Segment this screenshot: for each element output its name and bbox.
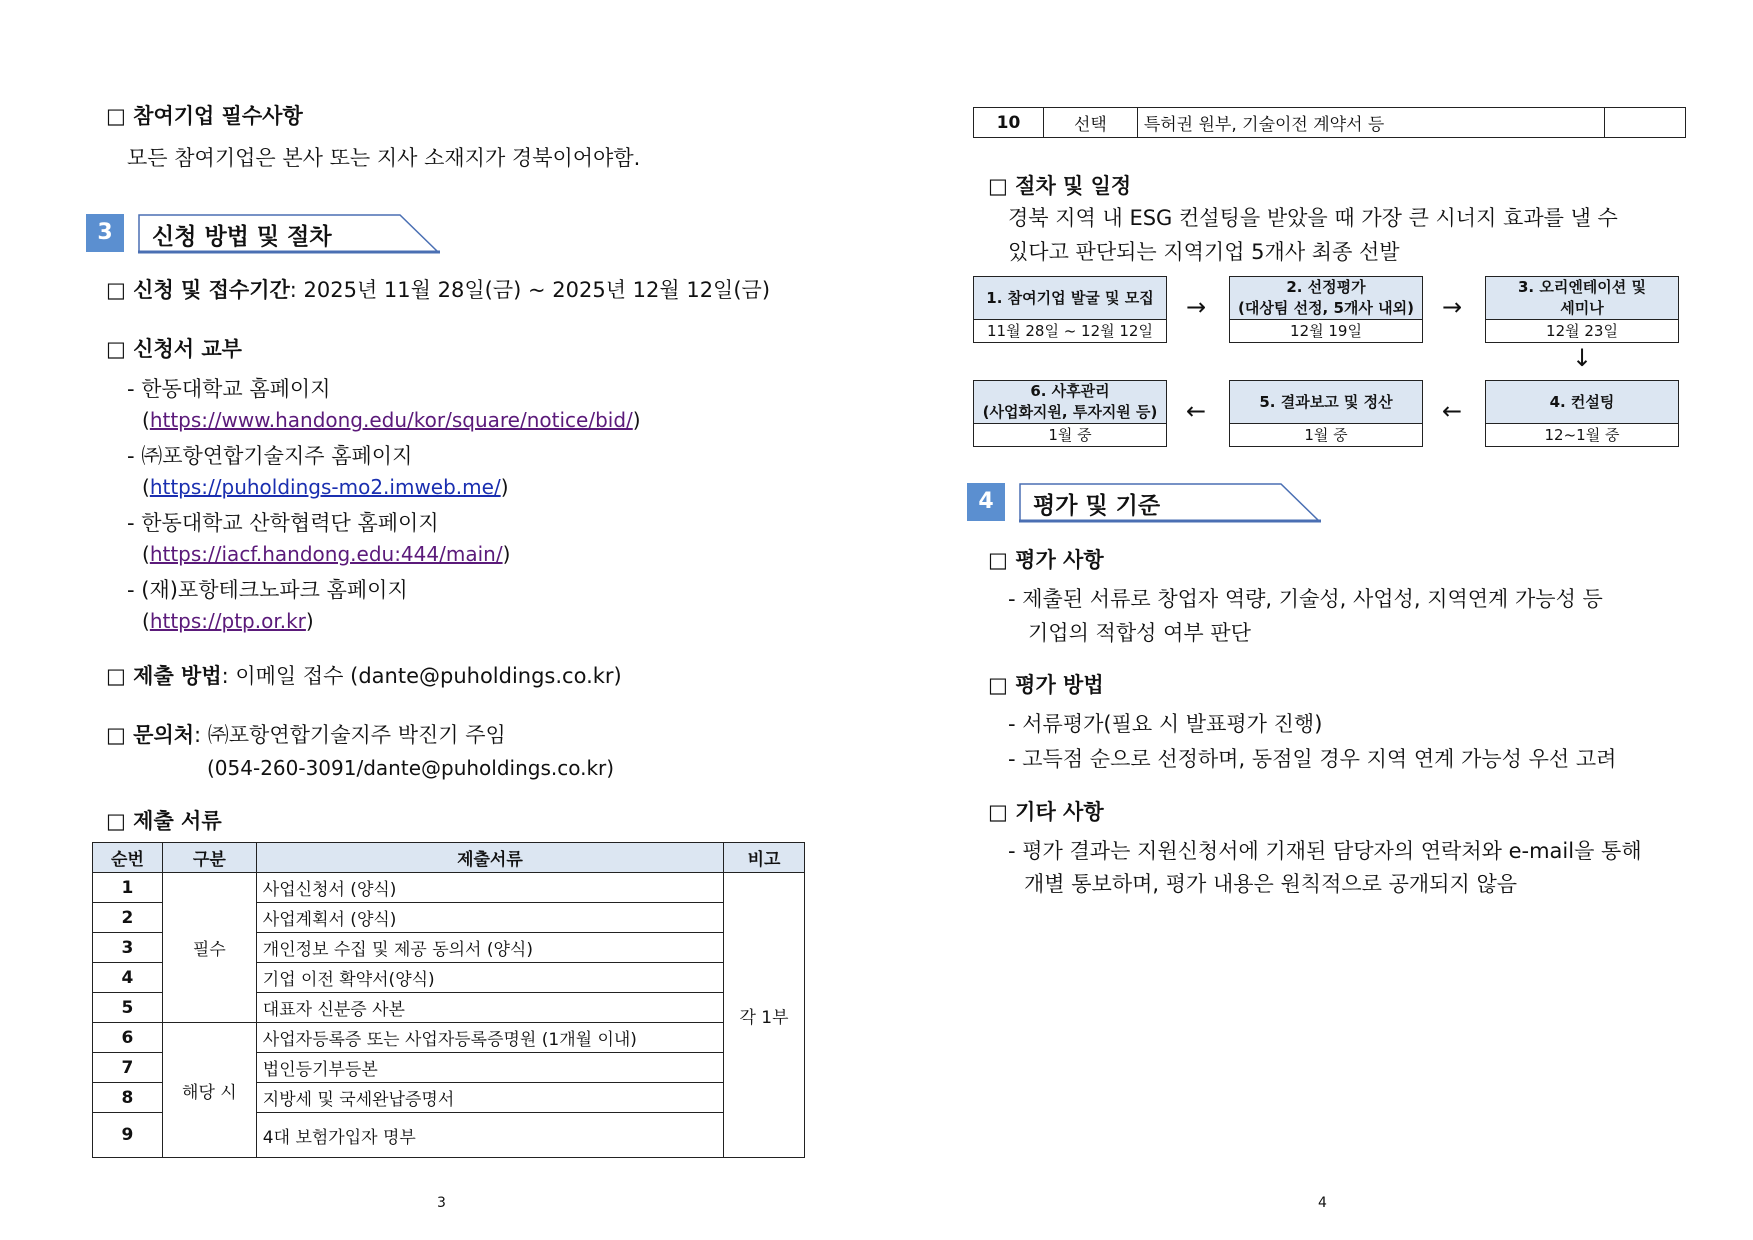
step-title: 4. 컨설팅 (1486, 381, 1678, 424)
paren-open: ( (142, 408, 150, 432)
source-name-1: - 한동대학교 홈페이지 (127, 377, 331, 401)
period-line (106, 274, 770, 304)
step-title: 6. 사후관리 (사업화지원, 투자지원 등) (974, 381, 1166, 424)
source-link-line-4 (142, 609, 314, 633)
contact-value: : ㈜포항연합기술지주 박진기 주임 (194, 723, 506, 747)
arrow-down-icon: ↓ (1572, 344, 1593, 372)
arrow-right-icon: → (1442, 293, 1463, 321)
contact-detail: (054-260-3091/dante@puholdings.co.kr) (207, 756, 615, 780)
step-date: 1월 중 (1048, 426, 1092, 444)
paren-close: ) (632, 408, 641, 432)
source-name-3: - 한동대학교 산학협력단 홈페이지 (127, 511, 439, 535)
row-no: 4 (93, 963, 163, 993)
source-link-3[interactable]: https://iacf.handong.edu:444/main/ (149, 542, 503, 566)
step-3-box (1485, 276, 1679, 343)
step-2-box (1229, 276, 1423, 343)
eval-method-line-1: - 서류평가(필요 시 발표평가 진행) (1008, 712, 1323, 736)
group-optional: 선택 (1043, 108, 1137, 138)
submit-line (106, 660, 622, 690)
arrow-right-icon: → (1186, 293, 1207, 321)
row-no: 3 (93, 933, 163, 963)
table-row (93, 873, 805, 903)
header-no: 순번 (93, 843, 163, 873)
row-no: 5 (93, 993, 163, 1023)
etc-heading: □ 기타 사항 (988, 800, 1104, 824)
step-date: 12월 23일 (1546, 322, 1618, 340)
row-doc: 사업신청서 (양식) (256, 873, 723, 903)
row-doc: 대표자 신분증 사본 (256, 993, 723, 1023)
contact-label: □ 문의처 (106, 723, 195, 747)
group-if-applicable: 해당 시 (162, 1023, 256, 1158)
section-4-number: 4 (967, 483, 1005, 521)
section-3-number: 3 (86, 214, 124, 252)
procedure-line-1: 경북 지역 내 ESG 컨설팅을 받았을 때 가장 큰 시너지 효과를 낼 수 (1008, 206, 1618, 230)
group-required: 필수 (162, 873, 256, 1023)
source-link-1[interactable]: https://www.handong.edu/kor/square/notice/bid/ (149, 408, 633, 432)
documents-table-continued (973, 107, 1686, 138)
header-document: 제출서류 (256, 843, 723, 873)
source-link-2[interactable]: https://puholdings-mo2.imweb.me/ (149, 475, 501, 499)
arrow-left-icon: ← (1442, 397, 1463, 425)
submit-label: □ 제출 방법 (106, 664, 222, 688)
row-doc: 지방세 및 국세완납증명서 (256, 1083, 723, 1113)
eval-method-heading: □ 평가 방법 (988, 673, 1104, 697)
source-link-line-3 (142, 542, 510, 566)
table-row (974, 108, 1686, 138)
header-note: 비고 (724, 843, 805, 873)
source-link-line-1 (142, 408, 641, 432)
row-doc: 4대 보험가입자 명부 (256, 1113, 723, 1158)
paren-close: ) (502, 542, 511, 566)
required-text: 모든 참여기업은 본사 또는 지사 소재지가 경북이어야함. (127, 146, 641, 170)
step-1-box (973, 276, 1167, 343)
etc-line-2: 개별 통보하며, 평가 내용은 원칙적으로 공개되지 않음 (1024, 872, 1518, 896)
row-doc: 특허권 원부, 기술이전 계약서 등 (1137, 108, 1604, 138)
section-3-title-box (138, 214, 440, 252)
section-4-title: 평가 및 기준 (1033, 493, 1161, 519)
documents-table (92, 842, 805, 1158)
procedure-heading: □ 절차 및 일정 (988, 174, 1132, 198)
step-title: 1. 참여기업 발굴 및 모집 (974, 277, 1166, 320)
source-name-4: - (재)포항테크노파크 홈페이지 (127, 578, 408, 602)
step-date: 11월 28일 ~ 12월 12일 (987, 322, 1153, 340)
required-heading: □ 참여기업 필수사항 (106, 104, 303, 128)
section-3-title: 신청 방법 및 절차 (152, 224, 332, 250)
row-no: 10 (974, 108, 1044, 138)
eval-method-line-2: - 고득점 순으로 선정하며, 동점일 경우 지역 연계 가능성 우선 고려 (1008, 747, 1617, 771)
paren-open: ( (142, 542, 150, 566)
section-4-title-box (1019, 483, 1321, 521)
step-title: 3. 오리엔테이션 및 세미나 (1486, 277, 1678, 320)
row-no: 2 (93, 903, 163, 933)
row-doc: 사업계획서 (양식) (256, 903, 723, 933)
docs-label: □ 제출 서류 (106, 809, 222, 833)
period-value: : 2025년 11월 28일(금) ~ 2025년 12월 12일(금) (289, 278, 771, 302)
paren-open: ( (142, 609, 150, 633)
contact-line (106, 719, 506, 749)
source-link-4[interactable]: https://ptp.or.kr (149, 609, 306, 633)
header-category: 구분 (162, 843, 256, 873)
row-doc: 법인등기부등본 (256, 1053, 723, 1083)
arrow-left-icon: ← (1186, 397, 1207, 425)
step-date: 1월 중 (1304, 426, 1348, 444)
paren-open: ( (142, 475, 150, 499)
procedure-line-2: 있다고 판단되는 지역기업 5개사 최종 선발 (1008, 240, 1400, 264)
table-header-row (93, 843, 805, 873)
paren-close: ) (500, 475, 509, 499)
source-name-2: - ㈜포항연합기술지주 홈페이지 (127, 444, 413, 468)
step-4-box (1485, 380, 1679, 447)
note-each-copy: 각 1부 (724, 873, 805, 1158)
step-6-box (973, 380, 1167, 447)
row-doc: 개인정보 수집 및 제공 동의서 (양식) (256, 933, 723, 963)
table-row (93, 1023, 805, 1053)
form-label: □ 신청서 교부 (106, 337, 242, 361)
step-title: 2. 선정평가 (대상팀 선정, 5개사 내외) (1230, 277, 1422, 320)
row-no: 1 (93, 873, 163, 903)
step-title: 5. 결과보고 및 정산 (1230, 381, 1422, 424)
row-no: 8 (93, 1083, 163, 1113)
row-doc: 기업 이전 확약서(양식) (256, 963, 723, 993)
eval-items-line-2: 기업의 적합성 여부 판단 (1028, 621, 1251, 645)
step-5-box (1229, 380, 1423, 447)
period-label: □ 신청 및 접수기간 (106, 278, 290, 302)
step-date: 12~1월 중 (1544, 426, 1620, 444)
row-no: 7 (93, 1053, 163, 1083)
page-number-left: 3 (437, 1195, 446, 1211)
row-no: 6 (93, 1023, 163, 1053)
etc-line-1: - 평가 결과는 지원신청서에 기재된 담당자의 연락처와 e-mail을 통해 (1008, 839, 1642, 863)
page-number-right: 4 (1318, 1195, 1327, 1211)
row-note (1605, 108, 1686, 138)
eval-items-line-1: - 제출된 서류로 창업자 역량, 기술성, 사업성, 지역연계 가능성 등 (1008, 587, 1603, 611)
paren-close: ) (305, 609, 314, 633)
eval-items-heading: □ 평가 사항 (988, 548, 1104, 572)
source-link-line-2 (142, 475, 509, 499)
row-doc: 사업자등록증 또는 사업자등록증명원 (1개월 이내) (256, 1023, 723, 1053)
step-date: 12월 19일 (1290, 322, 1362, 340)
row-no: 9 (93, 1113, 163, 1158)
submit-value: : 이메일 접수 (dante@puholdings.co.kr) (221, 664, 622, 688)
